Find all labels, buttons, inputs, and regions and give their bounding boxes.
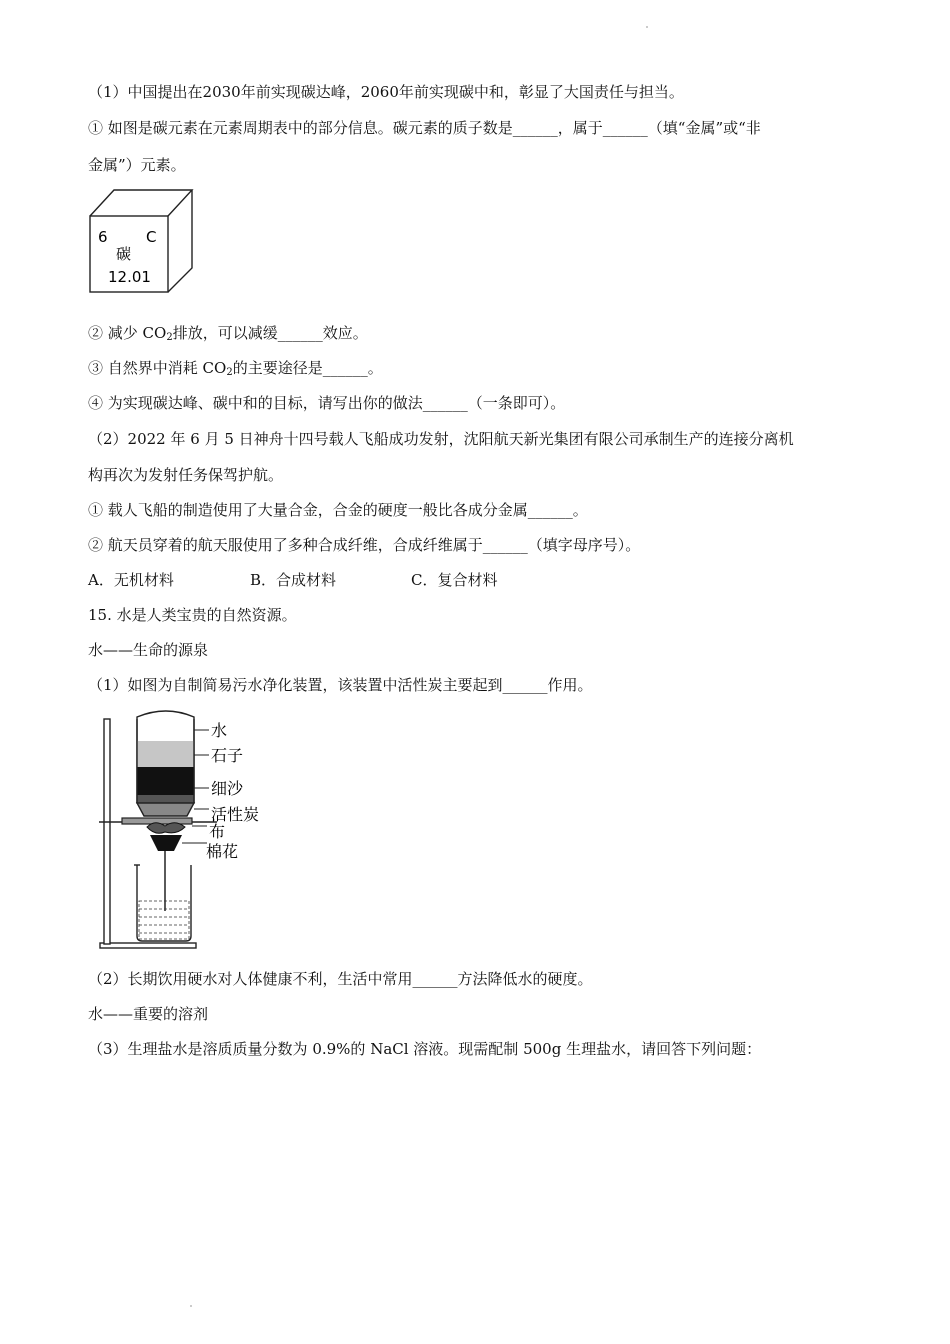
option-c: C．复合材料: [411, 571, 498, 589]
label-cotton: 棉花: [206, 842, 239, 861]
element-number: 6: [98, 228, 108, 246]
option-b: B．合成材料: [250, 571, 337, 589]
water-filter-diagram: [95, 705, 270, 950]
label-fine-sand: 细沙: [211, 779, 244, 798]
part1-q3: ③ 自然界中消耗 $CO_2$的主要途径是______。: [88, 359, 383, 378]
corner-mark-bottom: [190, 1305, 192, 1307]
label-cloth: 布: [209, 822, 226, 841]
element-name: 碳: [116, 245, 132, 263]
element-card-figure: [88, 188, 198, 296]
part1-q4: ④ 为实现碳达峰、碳中和的目标，请写出你的做法______（一条即可）。: [88, 394, 566, 412]
part2-intro-line1: （2）2022 年 6 月 5 日神舟十四号载人飞船成功发射，沈阳航天新光集团有限公司承制生产的连接分离机: [88, 430, 794, 448]
part1-q1-line1: ① 如图是碳元素在元素周期表中的部分信息。碳元素的质子数是______，属于______（填“金属”或“非: [88, 119, 761, 137]
label-stones: 石子: [211, 746, 244, 765]
q15-q1: （1）如图为自制简易污水净化装置，该装置中活性炭主要起到______作用。: [88, 676, 593, 694]
part1-q2: ② 减少 $CO_2$排放，可以减缓______效应。: [88, 324, 368, 343]
q15-q2: （2）长期饮用硬水对人体健康不利，生活中常用______方法降低水的硬度。: [88, 970, 593, 988]
label-water: 水: [211, 721, 228, 740]
q15-section2: 水——重要的溶剂: [88, 1005, 209, 1023]
part1-intro: （1）中国提出在2030年前实现碳达峰，2060年前实现碳中和，彰显了大国责任与担当。: [88, 83, 684, 101]
part2-q2: ② 航天员穿着的航天服使用了多种合成纤维，合成纤维属于______（填字母序号）。: [88, 536, 641, 554]
q15-section1: 水——生命的源泉: [88, 641, 209, 659]
q15-title: 15. 水是人类宝贵的自然资源。: [88, 606, 297, 624]
label-activated-carbon: 活性炭: [211, 805, 260, 824]
corner-mark-top: [646, 26, 648, 28]
part2-options: [88, 570, 497, 590]
part2-intro-line2: 构再次为发射任务保驾护航。: [88, 466, 284, 484]
part2-q1: ① 载人飞船的制造使用了大量合金，合金的硬度一般比各成分金属______。: [88, 501, 588, 519]
option-a: A．无机材料: [88, 571, 174, 589]
element-symbol: C: [146, 228, 157, 246]
q15-q3: （3）生理盐水是溶质质量分数为 0.9%的 NaCl 溶液。现需配制 500g 生理盐水，请回答下列问题：: [88, 1040, 762, 1058]
part1-q1-line2: 金属”）元素。: [88, 156, 186, 174]
element-mass: 12.01: [108, 268, 151, 286]
